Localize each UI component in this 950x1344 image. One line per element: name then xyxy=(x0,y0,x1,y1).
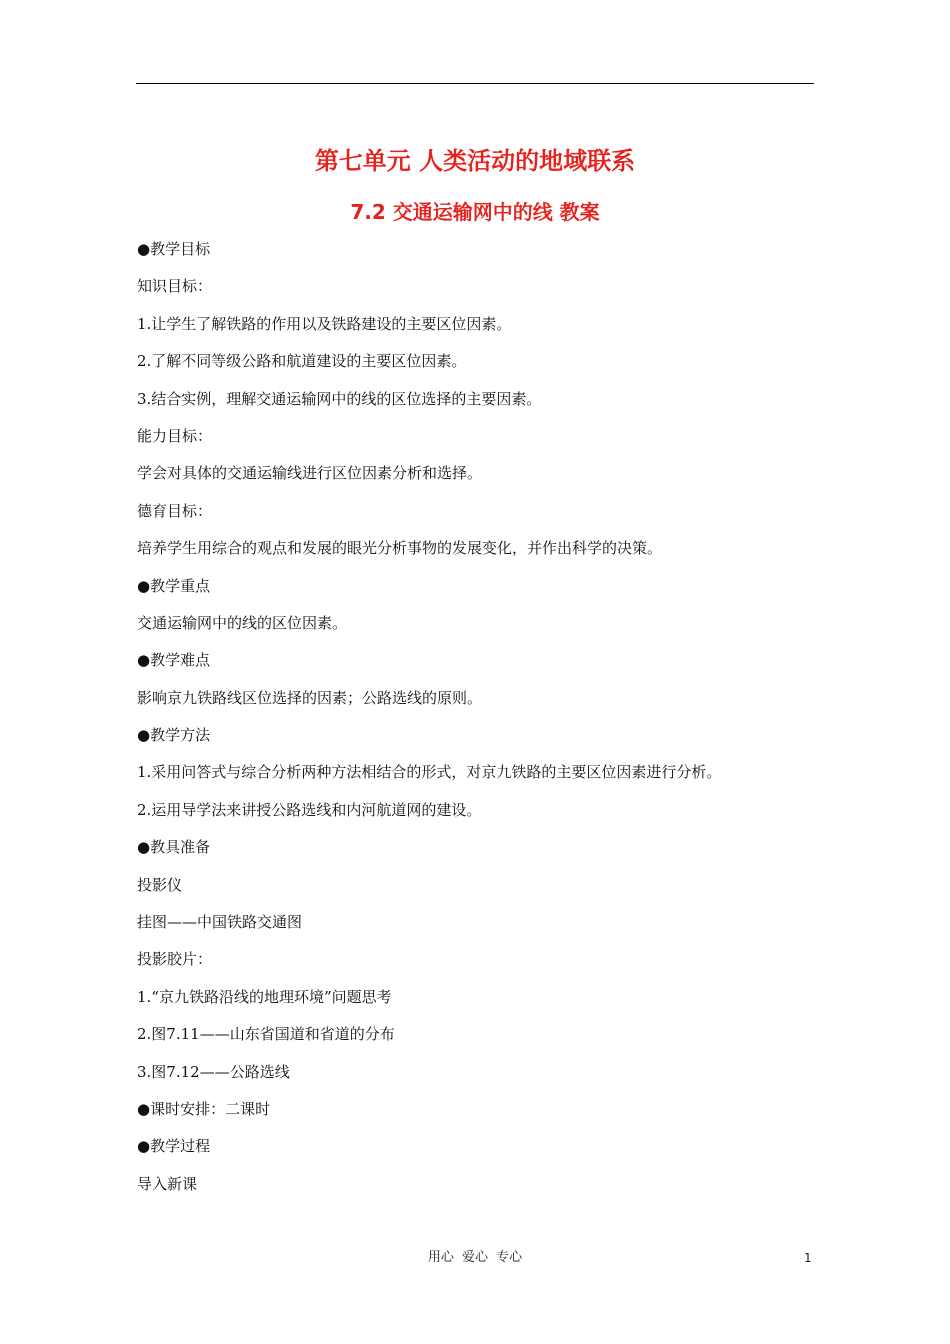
document-title: 第七单元 人类活动的地域联系 xyxy=(314,147,636,175)
body-line: ●教学目标 xyxy=(137,240,211,258)
body-line: 1.让学生了解铁路的作用以及铁路建设的主要区位因素。 xyxy=(137,314,512,333)
body-line: 影响京九铁路线区位选择的因素；公路选线的原则。 xyxy=(137,688,483,707)
body-line: ●教学难点 xyxy=(137,651,211,670)
body-line: ●教学重点 xyxy=(137,576,211,595)
body-line: 投影仪 xyxy=(137,875,183,894)
document-subtitle: 7.2 交通运输网中的线 教案 xyxy=(350,200,600,224)
body-line: 挂图——中国铁路交通图 xyxy=(137,913,303,932)
body-line: 能力目标： xyxy=(137,426,213,445)
body-line: 导入新课 xyxy=(137,1174,198,1193)
page-number: 1 xyxy=(804,1251,812,1265)
body-line: 2.了解不同等级公路和航道建设的主要区位因素。 xyxy=(137,352,467,371)
body-line: ●教具准备 xyxy=(137,838,211,857)
body-line: 1.“京九铁路沿线的地理环境”问题思考 xyxy=(137,987,392,1006)
header-rule xyxy=(136,83,814,84)
body-line: 2.运用导学法来讲授公路选线和内河航道网的建设。 xyxy=(137,800,482,819)
body-line: ●教学过程 xyxy=(137,1137,211,1156)
body-line: 2.图7.11——山东省国道和省道的分布 xyxy=(137,1025,395,1044)
body-line: 3.结合实例，理解交通运输网中的线的区位选择的主要因素。 xyxy=(137,389,542,408)
body-line: 德育目标： xyxy=(137,501,213,520)
body-line: 培养学生用综合的观点和发展的眼光分析事物的发展变化，并作出科学的决策。 xyxy=(137,539,663,558)
body-line: 知识目标： xyxy=(137,277,213,296)
body-line: 1.采用问答式与综合分析两种方法相结合的形式，对京九铁路的主要区位因素进行分析。 xyxy=(137,763,722,782)
body-line: ●课时安排：二课时 xyxy=(137,1099,271,1118)
document-body xyxy=(137,236,817,1208)
footer-motto: 用心 爱心 专心 xyxy=(427,1250,523,1265)
body-line: ●教学方法 xyxy=(137,726,211,745)
body-line: 投影胶片： xyxy=(137,950,213,969)
body-line: 学会对具体的交通运输线进行区位因素分析和选择。 xyxy=(137,464,483,483)
body-line: 交通运输网中的线的区位因素。 xyxy=(137,613,348,632)
body-line: 3.图7.12——公路选线 xyxy=(137,1062,290,1081)
